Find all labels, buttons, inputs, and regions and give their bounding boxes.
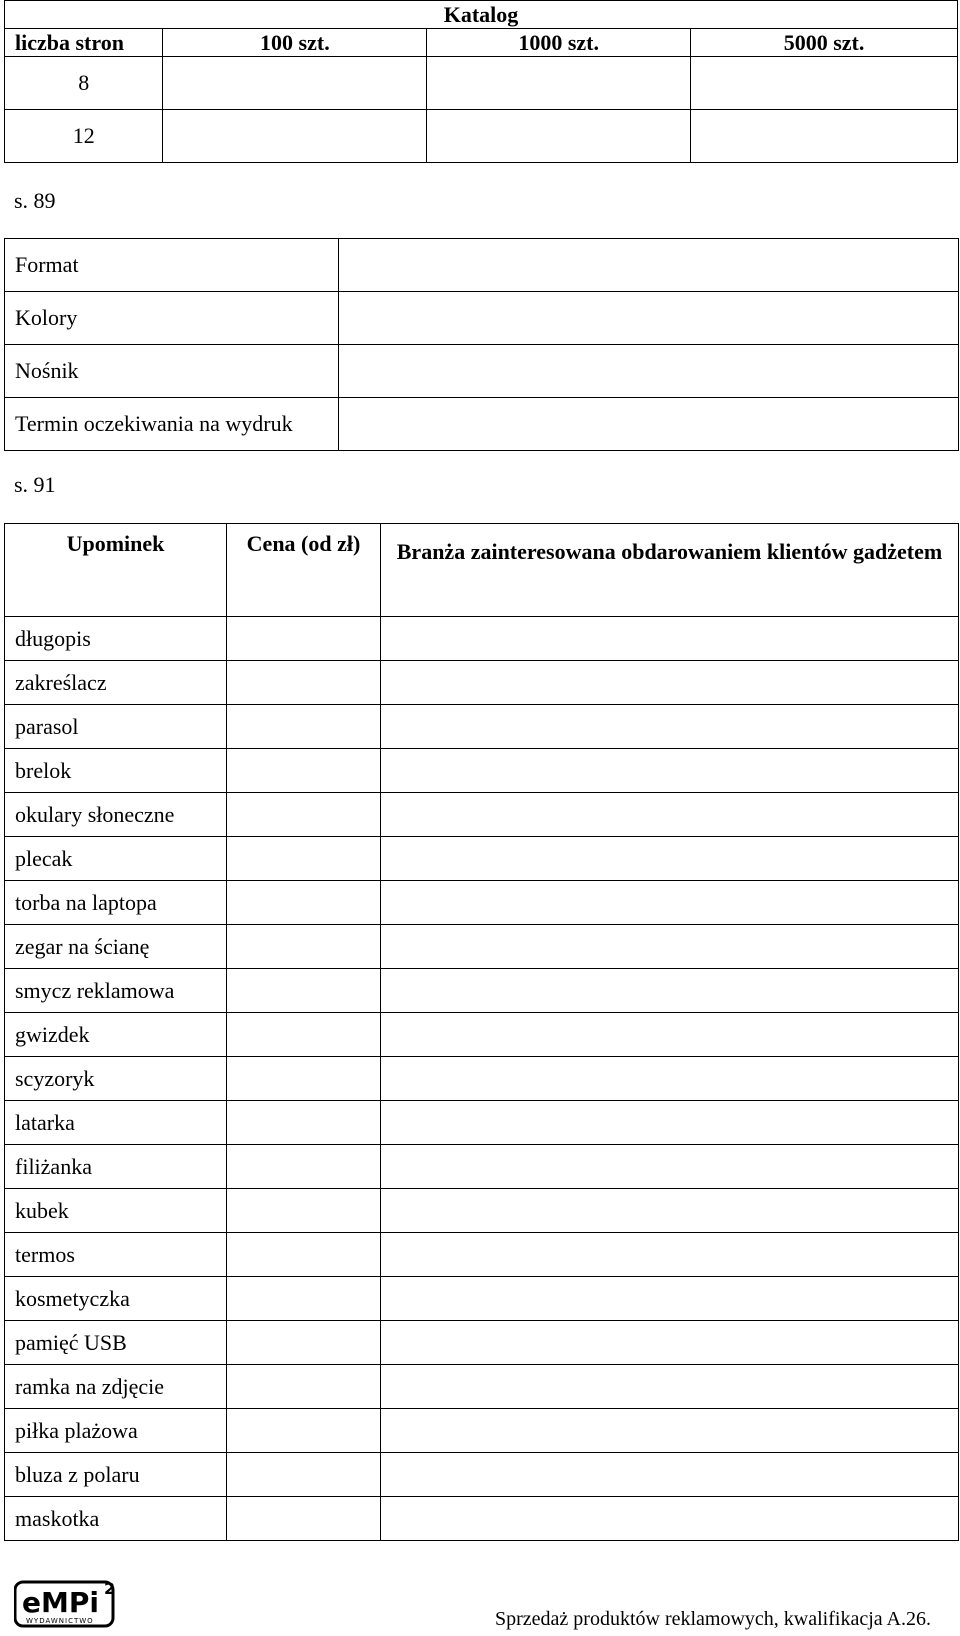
item-name: torba na laptopa (5, 881, 227, 925)
cell-empty[interactable] (381, 925, 959, 969)
cell-empty[interactable] (227, 1013, 381, 1057)
table-row (5, 1233, 959, 1277)
svg-text:2: 2 (104, 1579, 116, 1598)
cell-empty[interactable] (381, 749, 959, 793)
cell-empty[interactable] (381, 1321, 959, 1365)
cell-empty[interactable] (427, 110, 691, 163)
cell-empty[interactable] (227, 1409, 381, 1453)
header-liczba-stron: liczba stron (5, 29, 163, 57)
cell-empty[interactable] (227, 661, 381, 705)
table-row (5, 705, 959, 749)
table-row (5, 749, 959, 793)
header-branza: Branża zainteresowana obdarowaniem klientów gadżetem (381, 524, 959, 617)
items-body (5, 617, 959, 1541)
cell-empty[interactable] (381, 705, 959, 749)
cell-empty[interactable] (381, 1409, 959, 1453)
cell-empty[interactable] (227, 1453, 381, 1497)
table-row (5, 1101, 959, 1145)
katalog-title: Katalog (5, 1, 958, 29)
cell-empty[interactable] (339, 292, 959, 345)
row-kolory: Kolory (5, 292, 339, 345)
table-row (5, 661, 959, 705)
item-name: długopis (5, 617, 227, 661)
cell-empty[interactable] (163, 57, 427, 110)
cell-empty[interactable] (227, 1057, 381, 1101)
item-name: filiżanka (5, 1145, 227, 1189)
cell-empty[interactable] (227, 1277, 381, 1321)
item-name: kosmetyczka (5, 1277, 227, 1321)
header-1000: 1000 szt. (427, 29, 691, 57)
cell-empty[interactable] (381, 969, 959, 1013)
cell-empty[interactable] (227, 705, 381, 749)
table-row (5, 1409, 959, 1453)
cell-empty[interactable] (381, 1365, 959, 1409)
row-pages-12: 12 (5, 110, 163, 163)
table-row (5, 881, 959, 925)
cell-empty[interactable] (381, 1189, 959, 1233)
footer-text: Sprzedaż produktów reklamowych, kwalifikacja A.26. (495, 1608, 931, 1630)
cell-empty[interactable] (381, 1277, 959, 1321)
item-name: termos (5, 1233, 227, 1277)
table-row (5, 1365, 959, 1409)
cell-empty[interactable] (381, 1453, 959, 1497)
row-nosnik: Nośnik (5, 345, 339, 398)
cell-empty[interactable] (381, 1145, 959, 1189)
format-table (4, 238, 959, 451)
item-name: ramka na zdjęcie (5, 1365, 227, 1409)
item-name: pamięć USB (5, 1321, 227, 1365)
cell-empty[interactable] (227, 749, 381, 793)
cell-empty[interactable] (227, 969, 381, 1013)
cell-empty[interactable] (381, 1233, 959, 1277)
header-5000: 5000 szt. (691, 29, 958, 57)
cell-empty[interactable] (227, 1233, 381, 1277)
cell-empty[interactable] (381, 1497, 959, 1541)
cell-empty[interactable] (227, 1145, 381, 1189)
cell-empty[interactable] (227, 1365, 381, 1409)
item-name: kubek (5, 1189, 227, 1233)
item-name: maskotka (5, 1497, 227, 1541)
cell-empty[interactable] (339, 239, 959, 292)
cell-empty[interactable] (227, 617, 381, 661)
row-format: Format (5, 239, 339, 292)
item-name: smycz reklamowa (5, 969, 227, 1013)
cell-empty[interactable] (227, 793, 381, 837)
row-pages-8: 8 (5, 57, 163, 110)
item-name: bluza z polaru (5, 1453, 227, 1497)
table-row (5, 617, 959, 661)
header-cena: Cena (od zł) (227, 524, 381, 617)
section-label-89: s. 89 (14, 188, 56, 213)
cell-empty[interactable] (163, 110, 427, 163)
table-row (5, 837, 959, 881)
svg-text:WYDAWNICTWO: WYDAWNICTWO (26, 1617, 94, 1625)
header-upominek: Upominek (5, 524, 227, 617)
table-row (5, 1013, 959, 1057)
table-row (5, 925, 959, 969)
table-row (5, 1145, 959, 1189)
item-name: latarka (5, 1101, 227, 1145)
table-row (5, 1189, 959, 1233)
item-name: zakreślacz (5, 661, 227, 705)
table-row (5, 1321, 959, 1365)
item-name: zegar na ścianę (5, 925, 227, 969)
publisher-logo (14, 1578, 126, 1630)
cell-empty[interactable] (427, 57, 691, 110)
cell-empty[interactable] (227, 1189, 381, 1233)
cell-empty[interactable] (227, 1497, 381, 1541)
katalog-table (4, 0, 958, 163)
table-row (5, 1277, 959, 1321)
item-name: scyzoryk (5, 1057, 227, 1101)
table-row (5, 1453, 959, 1497)
table-row (5, 793, 959, 837)
cell-empty[interactable] (381, 837, 959, 881)
item-name: brelok (5, 749, 227, 793)
cell-empty[interactable] (339, 345, 959, 398)
cell-empty[interactable] (339, 398, 959, 451)
item-name: parasol (5, 705, 227, 749)
svg-text:eMPi: eMPi (22, 1586, 99, 1619)
cell-empty[interactable] (381, 1013, 959, 1057)
section-label-91: s. 91 (14, 472, 56, 497)
upominki-table (4, 523, 959, 1541)
item-name: plecak (5, 837, 227, 881)
cell-empty[interactable] (227, 1101, 381, 1145)
cell-empty[interactable] (381, 881, 959, 925)
item-name: piłka plażowa (5, 1409, 227, 1453)
row-termin: Termin oczekiwania na wydruk (5, 398, 339, 451)
cell-empty[interactable] (227, 881, 381, 925)
cell-empty[interactable] (691, 110, 958, 163)
cell-empty[interactable] (227, 837, 381, 881)
cell-empty[interactable] (381, 661, 959, 705)
table-row (5, 1497, 959, 1541)
cell-empty[interactable] (381, 617, 959, 661)
cell-empty[interactable] (227, 925, 381, 969)
cell-empty[interactable] (381, 1057, 959, 1101)
cell-empty[interactable] (381, 793, 959, 837)
table-row (5, 969, 959, 1013)
header-100: 100 szt. (163, 29, 427, 57)
cell-empty[interactable] (691, 57, 958, 110)
cell-empty[interactable] (381, 1101, 959, 1145)
table-row (5, 1057, 959, 1101)
item-name: okulary słoneczne (5, 793, 227, 837)
cell-empty[interactable] (227, 1321, 381, 1365)
item-name: gwizdek (5, 1013, 227, 1057)
